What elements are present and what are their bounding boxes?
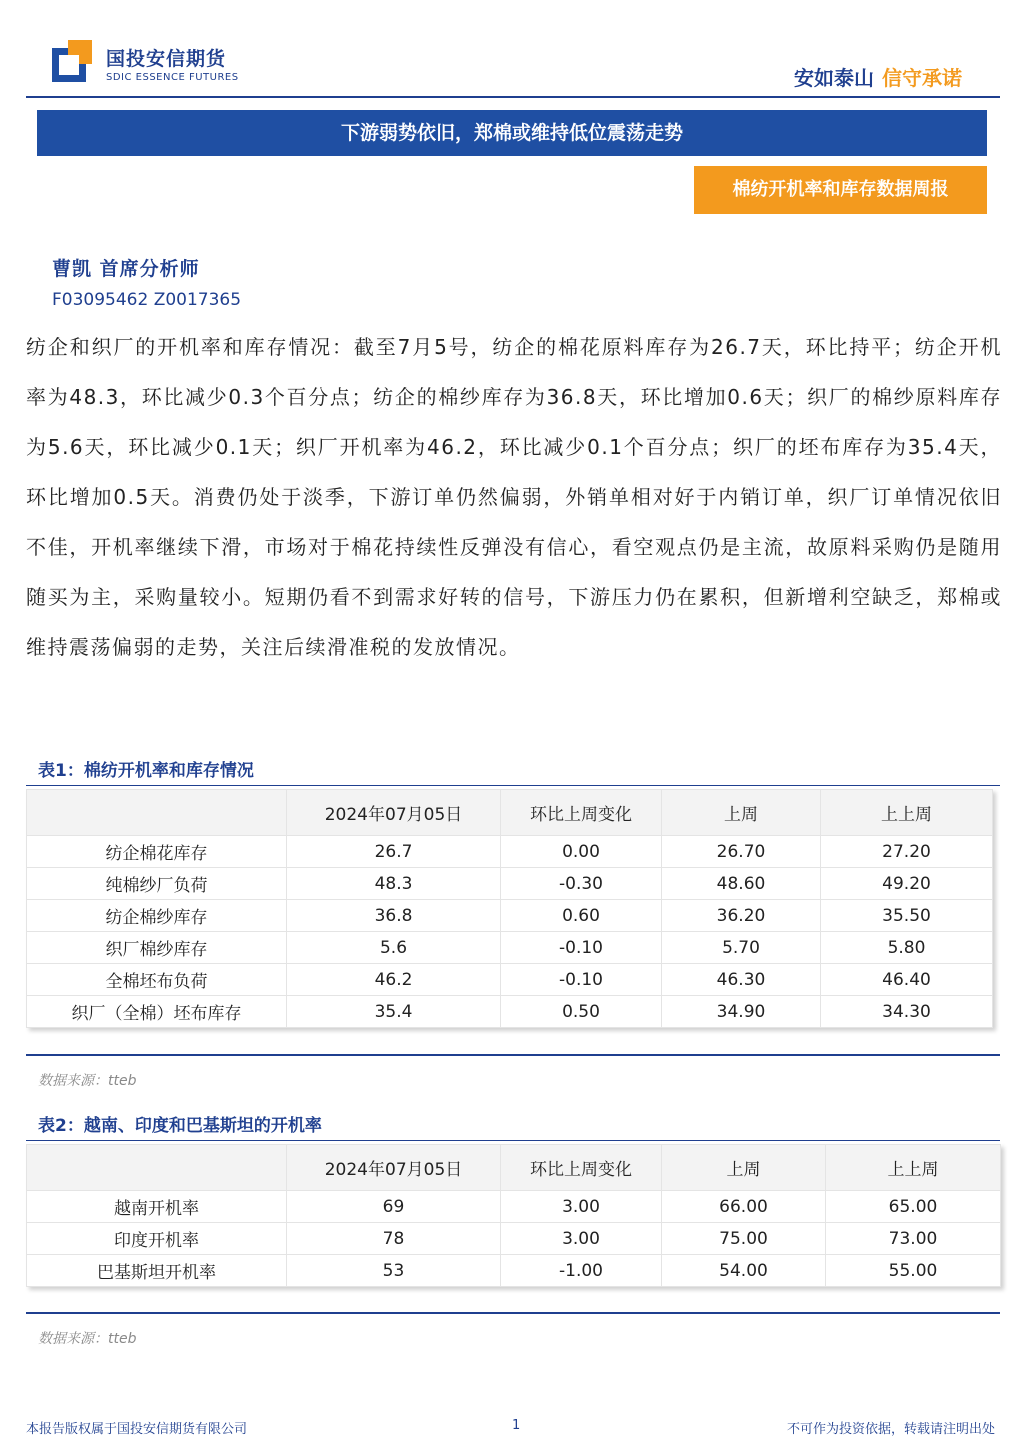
row-label: 越南开机率 <box>27 1191 287 1223</box>
table-cell: 5.6 <box>287 932 501 964</box>
table2-header-cell <box>27 1145 287 1191</box>
table-cell: 26.70 <box>662 836 821 868</box>
table-cell: 26.7 <box>287 836 501 868</box>
footer-disclaimer: 不可作为投资依据，转载请注明出处 <box>786 1422 995 1437</box>
table-cell: 34.90 <box>662 996 821 1028</box>
table1-top-rule <box>26 785 1000 786</box>
table-cell: 65.00 <box>826 1191 1001 1223</box>
company-logo <box>52 40 272 88</box>
table2-header-cell: 环比上周变化 <box>501 1145 662 1191</box>
table1-header-cell: 上上周 <box>821 790 993 836</box>
table-cell: -0.30 <box>501 868 662 900</box>
table-row <box>27 1223 1001 1255</box>
table-cell: 48.3 <box>287 868 501 900</box>
table-cell: 69 <box>287 1191 501 1223</box>
header-divider <box>26 96 1000 98</box>
table2-header-cell: 上上周 <box>826 1145 1001 1191</box>
table-row <box>27 1191 1001 1223</box>
table-cell: 73.00 <box>826 1223 1001 1255</box>
row-label: 织厂（全棉）坯布库存 <box>27 996 287 1028</box>
table1-bottom-rule <box>26 1054 1000 1056</box>
table-cell: 46.2 <box>287 964 501 996</box>
table-cell: 27.20 <box>821 836 993 868</box>
table-cell: 49.20 <box>821 868 993 900</box>
table2 <box>26 1144 1001 1287</box>
table2-title: 表2：越南、印度和巴基斯坦的开机率 <box>38 1116 322 1136</box>
slogan <box>794 62 962 91</box>
logo-name-cn: 国投安信期货 <box>106 48 227 70</box>
table-cell: 0.60 <box>501 900 662 932</box>
table1-title: 表1：棉纺开机率和库存情况 <box>38 761 254 781</box>
table-cell: 36.20 <box>662 900 821 932</box>
table2-top-rule <box>26 1140 1000 1141</box>
table-cell: 75.00 <box>662 1223 826 1255</box>
table-row <box>27 964 993 996</box>
table-cell: 0.50 <box>501 996 662 1028</box>
table-row <box>27 868 993 900</box>
slogan-part2: 信守承诺 <box>882 66 962 90</box>
table-row <box>27 932 993 964</box>
row-label: 纯棉纱厂负荷 <box>27 868 287 900</box>
report-tag: 棉纺开机率和库存数据周报 <box>694 166 987 214</box>
table2-header-row <box>27 1145 1001 1191</box>
logo-mark-icon <box>52 40 94 84</box>
table-cell: 55.00 <box>826 1255 1001 1287</box>
row-label: 纺企棉纱库存 <box>27 900 287 932</box>
row-label: 全棉坯布负荷 <box>27 964 287 996</box>
author-cert: F03095462 Z0017365 <box>52 290 242 310</box>
table-cell: 34.30 <box>821 996 993 1028</box>
table-cell: -0.10 <box>501 932 662 964</box>
table-cell: 36.8 <box>287 900 501 932</box>
table-cell: 3.00 <box>501 1223 662 1255</box>
page-number: 1 <box>512 1418 521 1433</box>
report-title: 下游弱势依旧，郑棉或维持低位震荡走势 <box>37 110 987 156</box>
table-cell: 78 <box>287 1223 501 1255</box>
table2-source: 数据来源：tteb <box>38 1331 137 1347</box>
table-cell: 54.00 <box>662 1255 826 1287</box>
table-cell: 53 <box>287 1255 501 1287</box>
table-row <box>27 1255 1001 1287</box>
row-label: 纺企棉花库存 <box>27 836 287 868</box>
table-row <box>27 996 993 1028</box>
table1-header-cell: 环比上周变化 <box>501 790 662 836</box>
table1-header-cell: 上周 <box>662 790 821 836</box>
table-cell: 3.00 <box>501 1191 662 1223</box>
logo-name-en: SDIC ESSENCE FUTURES <box>106 72 239 83</box>
table-cell: 46.40 <box>821 964 993 996</box>
row-label: 巴基斯坦开机率 <box>27 1255 287 1287</box>
table1-header-cell <box>27 790 287 836</box>
table2-header-cell: 2024年07月05日 <box>287 1145 501 1191</box>
table-row <box>27 836 993 868</box>
table-cell: 35.4 <box>287 996 501 1028</box>
table-cell: 48.60 <box>662 868 821 900</box>
table-cell: 46.30 <box>662 964 821 996</box>
table-cell: -0.10 <box>501 964 662 996</box>
table1-source: 数据来源：tteb <box>38 1073 137 1089</box>
table-cell: 0.00 <box>501 836 662 868</box>
table-cell: 66.00 <box>662 1191 826 1223</box>
table1 <box>26 789 993 1028</box>
table-row <box>27 900 993 932</box>
footer-copyright: 本报告版权属于国投安信期货有限公司 <box>26 1422 248 1437</box>
table2-bottom-rule <box>26 1312 1000 1314</box>
author-name: 曹凯 首席分析师 <box>52 258 200 280</box>
table-cell: 5.80 <box>821 932 993 964</box>
row-label: 织厂棉纱库存 <box>27 932 287 964</box>
body-paragraph: 纺企和织厂的开机率和库存情况：截至7月5号，纺企的棉花原料库存为26.7天，环比持平；纺企开机率为48.3，环比减少0.3个百分点；纺企的棉纱库存为36.8天，环比增加0.6天；织厂的棉纱原料库存为5.6天，环比减少0.1天；织厂开机率为46.2，环比减少0.1个百分点；织厂的坯布库存为35.4天，环比增加0.5天。消费仍处于淡季，下游订单仍然偏弱，外销单相对好于内销订单，织厂订单情况依旧不佳，开机率继续下滑，市场对于棉花持续性反弹没有信心，看空观点仍是主流，故原料采购仍是随用随买为主，采购量较小。短期仍看不到需求好转的信号，下游压力仍在累积，但新增利空缺乏，郑棉或维持震荡偏弱的走势，关注后续滑准税的发放情况。 <box>26 335 1002 659</box>
table-cell: -1.00 <box>501 1255 662 1287</box>
table-cell: 35.50 <box>821 900 993 932</box>
table2-header-cell: 上周 <box>662 1145 826 1191</box>
slogan-part1: 安如泰山 <box>794 66 874 90</box>
row-label: 印度开机率 <box>27 1223 287 1255</box>
table1-header-row <box>27 790 993 836</box>
table1-header-cell: 2024年07月05日 <box>287 790 501 836</box>
table-cell: 5.70 <box>662 932 821 964</box>
